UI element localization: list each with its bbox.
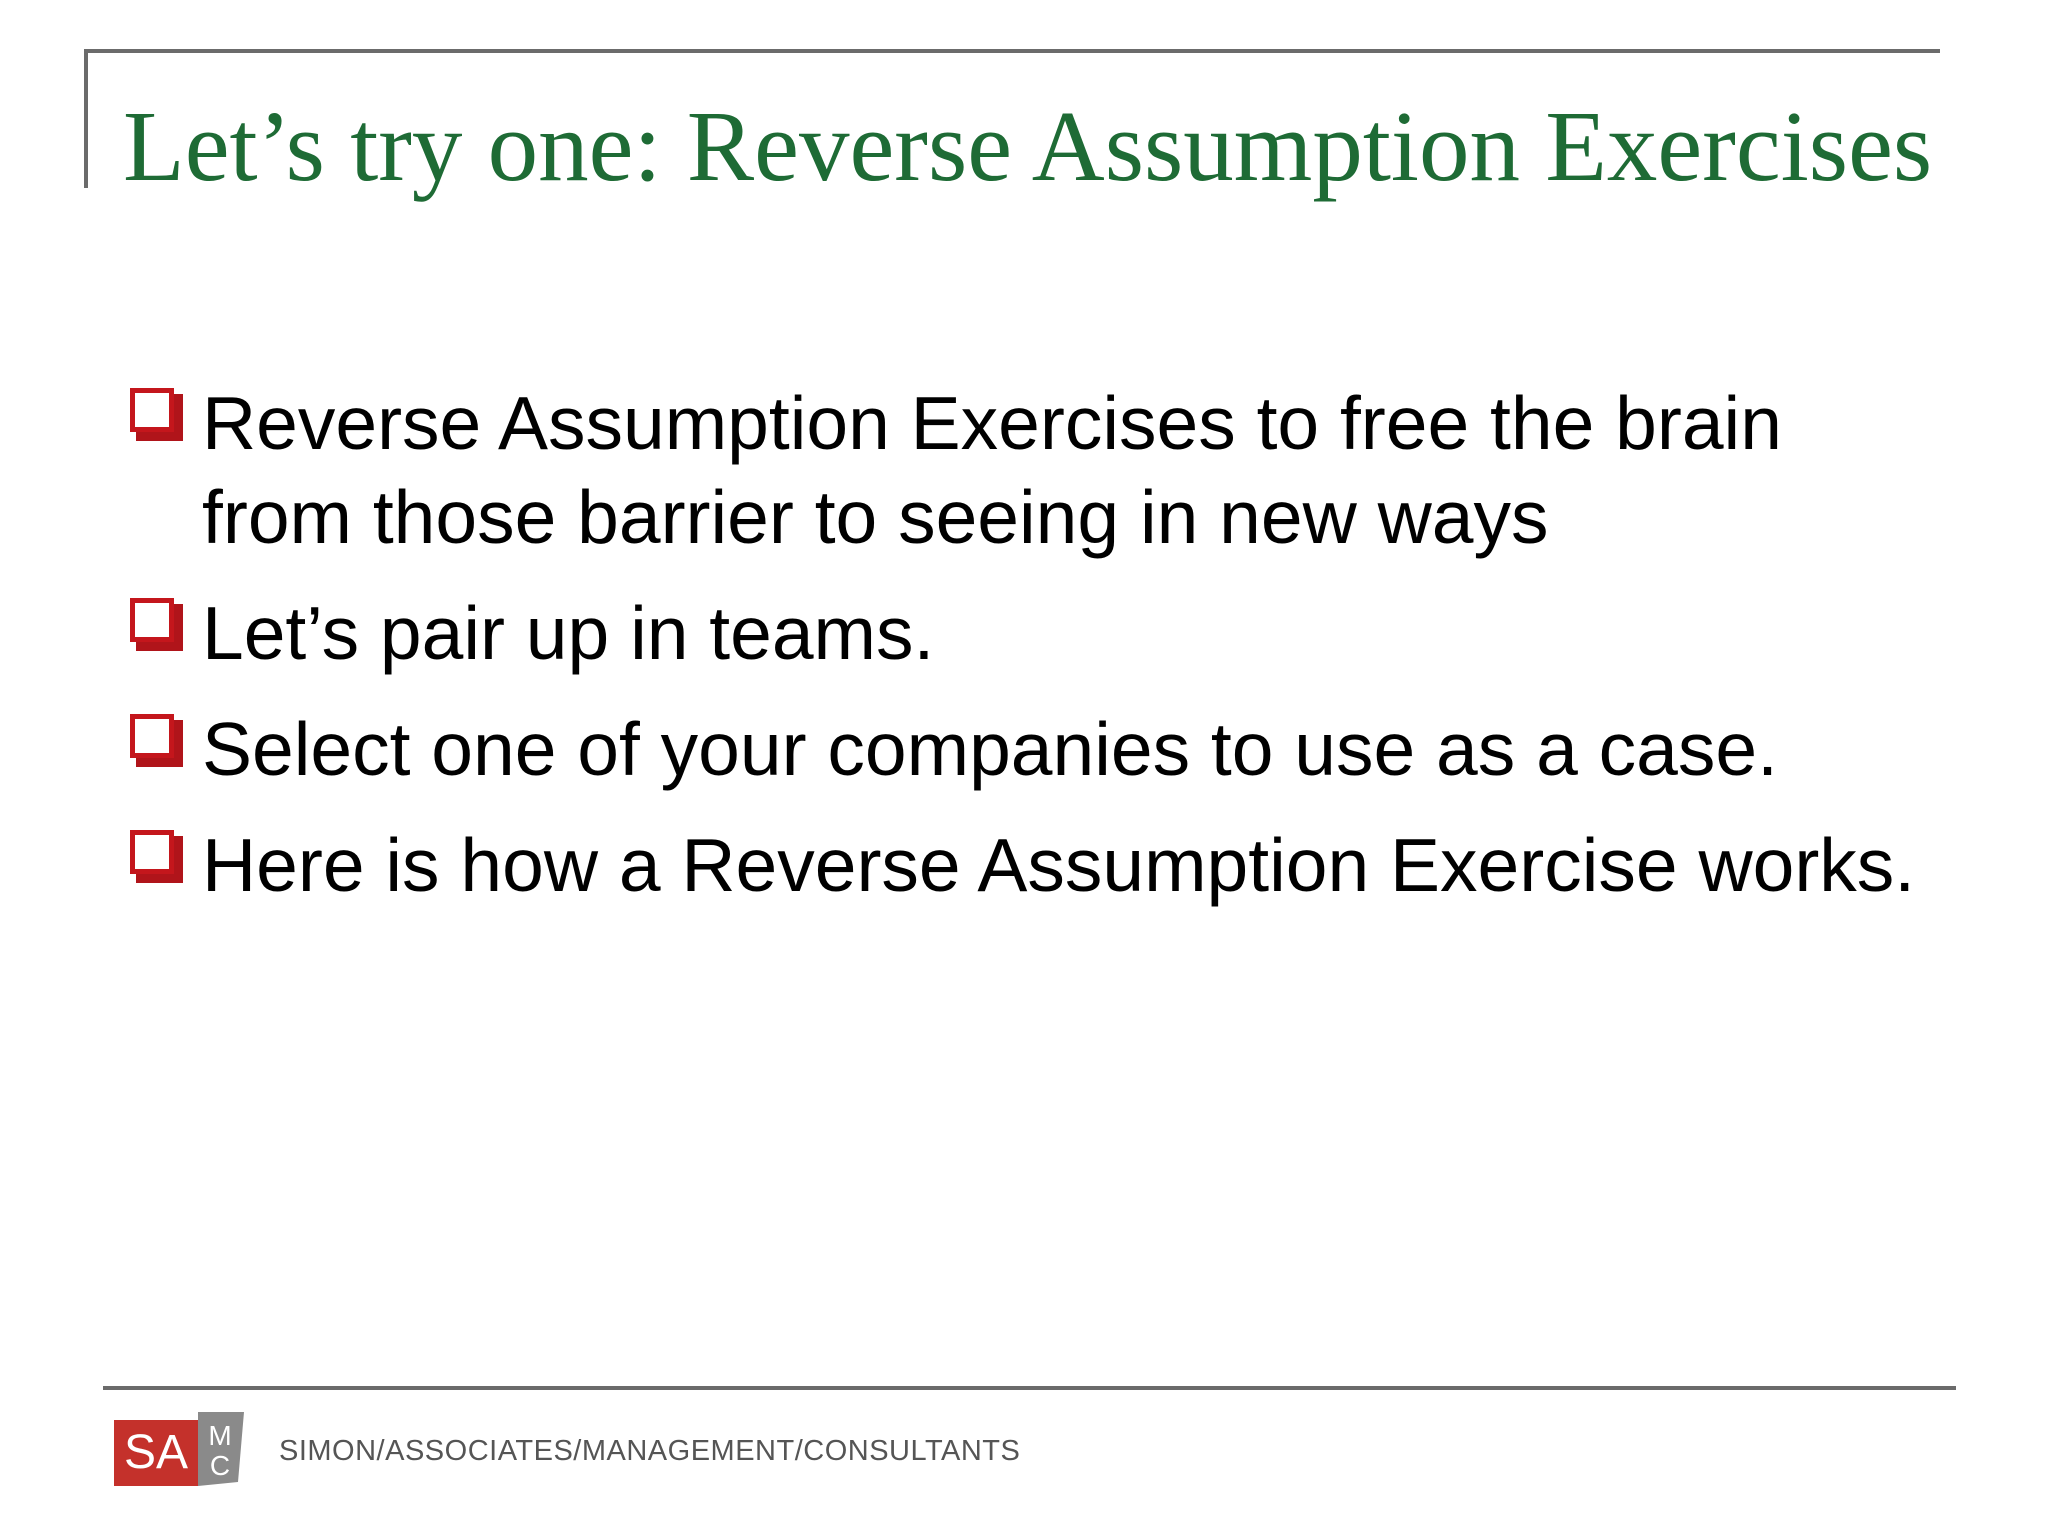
checkbox-square-icon xyxy=(130,714,188,772)
title-frame-left-rule xyxy=(84,49,88,188)
bullet-item xyxy=(128,376,1928,564)
logo-letters-sa: SA xyxy=(123,1426,189,1479)
logo-letter-c: C xyxy=(209,1450,231,1481)
company-logo xyxy=(114,1412,244,1486)
checkbox-square-icon xyxy=(130,388,188,446)
bullet-text: Select one of your companies to use as a case. xyxy=(202,707,1778,791)
footer-company-name: SIMON/ASSOCIATES/MANAGEMENT/CONSULTANTS xyxy=(279,1435,1021,1467)
bullet-item xyxy=(128,702,1928,796)
bullet-list xyxy=(128,376,1928,934)
bullet-item xyxy=(128,818,1928,912)
footer-rule xyxy=(103,1386,1956,1390)
bullet-text: Here is how a Reverse Assumption Exercise works. xyxy=(202,823,1916,907)
logo-letter-m: M xyxy=(208,1420,232,1451)
title-frame-top-rule xyxy=(84,49,1940,53)
checkbox-square-icon xyxy=(130,830,188,888)
bullet-text: Let’s pair up in teams. xyxy=(202,591,935,675)
checkbox-square-icon xyxy=(130,598,188,656)
bullet-item xyxy=(128,586,1928,680)
bullet-text: Reverse Assumption Exercises to free the brain from those barrier to seeing in new ways xyxy=(202,381,1782,559)
slide-title: Let’s try one: Reverse Assumption Exercises xyxy=(123,90,1933,202)
